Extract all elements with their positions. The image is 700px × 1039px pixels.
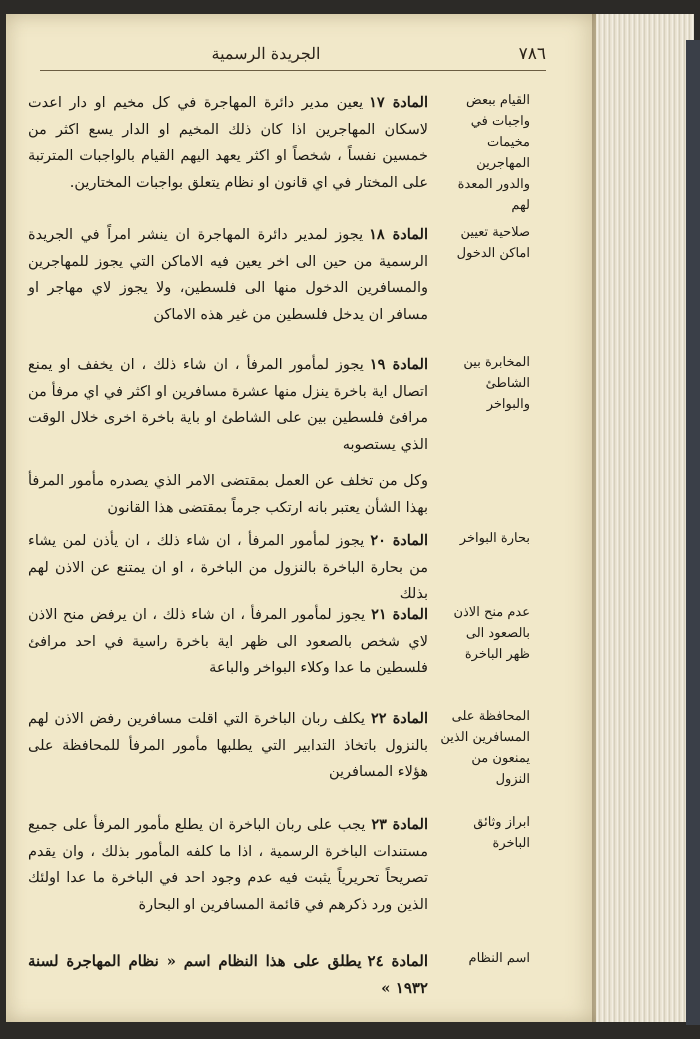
article-body (28, 706, 428, 786)
article-body (28, 948, 428, 1001)
side-note: المحافظة على المسافرين الذين يمنعون من النزول (440, 709, 530, 787)
book-page-edges (596, 14, 694, 1022)
side-note: ابراز وثائق الباخرة (473, 815, 530, 851)
article-20 (0, 522, 540, 602)
article-label: المادة ٢٤ (367, 952, 428, 970)
article-label: المادة ٢٢ (371, 710, 429, 727)
article-text: يجوز لمأمور المرفأ ، ان شاء ذلك ، ان يأذن لمن يشاء من بحارة الباخرة بالنزول من الباخرة ، او ان يمتنع عن الاذن لهم بذلك (28, 533, 428, 602)
article-second-paragraph: وكل من تخلف عن العمل بمقتضى الامر الذي يصدره مأمور المرفأ بهذا الشأن يعتبر بانه ارتكب جرماً بمقتضى هذا القانون (28, 473, 428, 516)
article-label: المادة ١٧ (369, 94, 428, 111)
article-body (28, 602, 428, 682)
article-23 (0, 806, 540, 936)
article-body (28, 352, 428, 521)
article-18 (0, 216, 540, 346)
article-text: يطلق على هذا النظام اسم « نظام المهاجرة لسنة ١٩٣٢ » (28, 952, 428, 997)
article-label: المادة ٢١ (371, 606, 428, 623)
article-label: المادة ٢٠ (370, 532, 428, 549)
article-text: يكلف ربان الباخرة التي اقلت مسافرين رفض الاذن لهم بالنزول باتخاذ التدابير التي يطلبها مأمور المرفأ للمحافظة على هؤلاء المسافرين (28, 711, 428, 780)
side-note: اسم النظام (468, 951, 530, 966)
article-24 (0, 942, 540, 997)
side-note: بحارة البواخر (459, 531, 530, 546)
article-body (28, 90, 428, 196)
page-number: ٧٨٦ (518, 44, 546, 64)
side-note: صلاحية تعيين اماكن الدخول (456, 225, 530, 261)
article-text: يجوز لمدير دائرة المهاجرة ان ينشر امراً في الجريدة الرسمية من حين الى اخر يعين فيه الاماكن التي يجوز للمهاجرين والمسافرين الدخول منها الى فلسطين، ولا يجوز لاي مهاجر او مسافر ان يدخل فلسطين من غير هذه الاماكن (28, 227, 428, 323)
book-spine-tab (686, 40, 700, 1025)
article-label: المادة ١٨ (369, 226, 428, 243)
article-17 (0, 84, 540, 214)
article-label: المادة ٢٣ (371, 816, 428, 833)
article-22 (0, 700, 540, 800)
side-note: عدم منح الاذن بالصعود الى ظهر الباخرة (453, 605, 530, 662)
article-21 (0, 596, 540, 696)
running-title: الجريدة الرسمية (211, 44, 321, 63)
top-border (0, 0, 700, 14)
side-note: القيام ببعض واجبات في مخيمات المهاجرين والدور المعدة لهم (457, 93, 530, 213)
article-text: يعين مدير دائرة المهاجرة في كل مخيم او دار اعدت لاسكان المهاجرين اذا كان ذلك المخيم او الدار يسع اكثر من خمسين نفساً ، شخصاً او اكثر يعهد اليهم القيام بالواجبات المترتبة على المختار في اي قانون او نظام يتعلق بواجبات المختارين. (28, 95, 428, 191)
page-header (40, 42, 546, 71)
article-text: يجب على ربان الباخرة ان يطلع مأمور المرفأ على جميع مستندات الباخرة الرسمية ، اذا ما كلفه المأمور بذلك ، وان يقدم تصريحاً تحريرياً يثبت فيه عدم وجود احد في الباخرة ما عدا اولئك الذين ورد ذكرهم في قائمة المسافرين او البحارة (28, 817, 428, 913)
article-19 (0, 346, 540, 516)
article-body (28, 812, 428, 918)
article-body (28, 222, 428, 328)
article-text: يجوز لمأمور المرفأ ، ان شاء ذلك ، ان يخفف او يمنع اتصال اية باخرة ينزل منها عشرة مسافرين او اكثر في اي مرفأ من مرافئ فلسطين بين على الشاطئ او باية باخرة اخرى خلال الوقت الذي يستصوبه (28, 357, 428, 453)
article-text: يجوز لمأمور المرفأ ، ان شاء ذلك ، ان يرفض منح الاذن لاي شخص بالصعود الى ظهر اية باخرة راسية في احد مرافئ فلسطين ما عدا وكلاء البواخر والباعة (28, 607, 428, 676)
side-note: المخابرة بين الشاطئ والبواخر (463, 355, 530, 412)
article-label: المادة ١٩ (369, 356, 428, 373)
